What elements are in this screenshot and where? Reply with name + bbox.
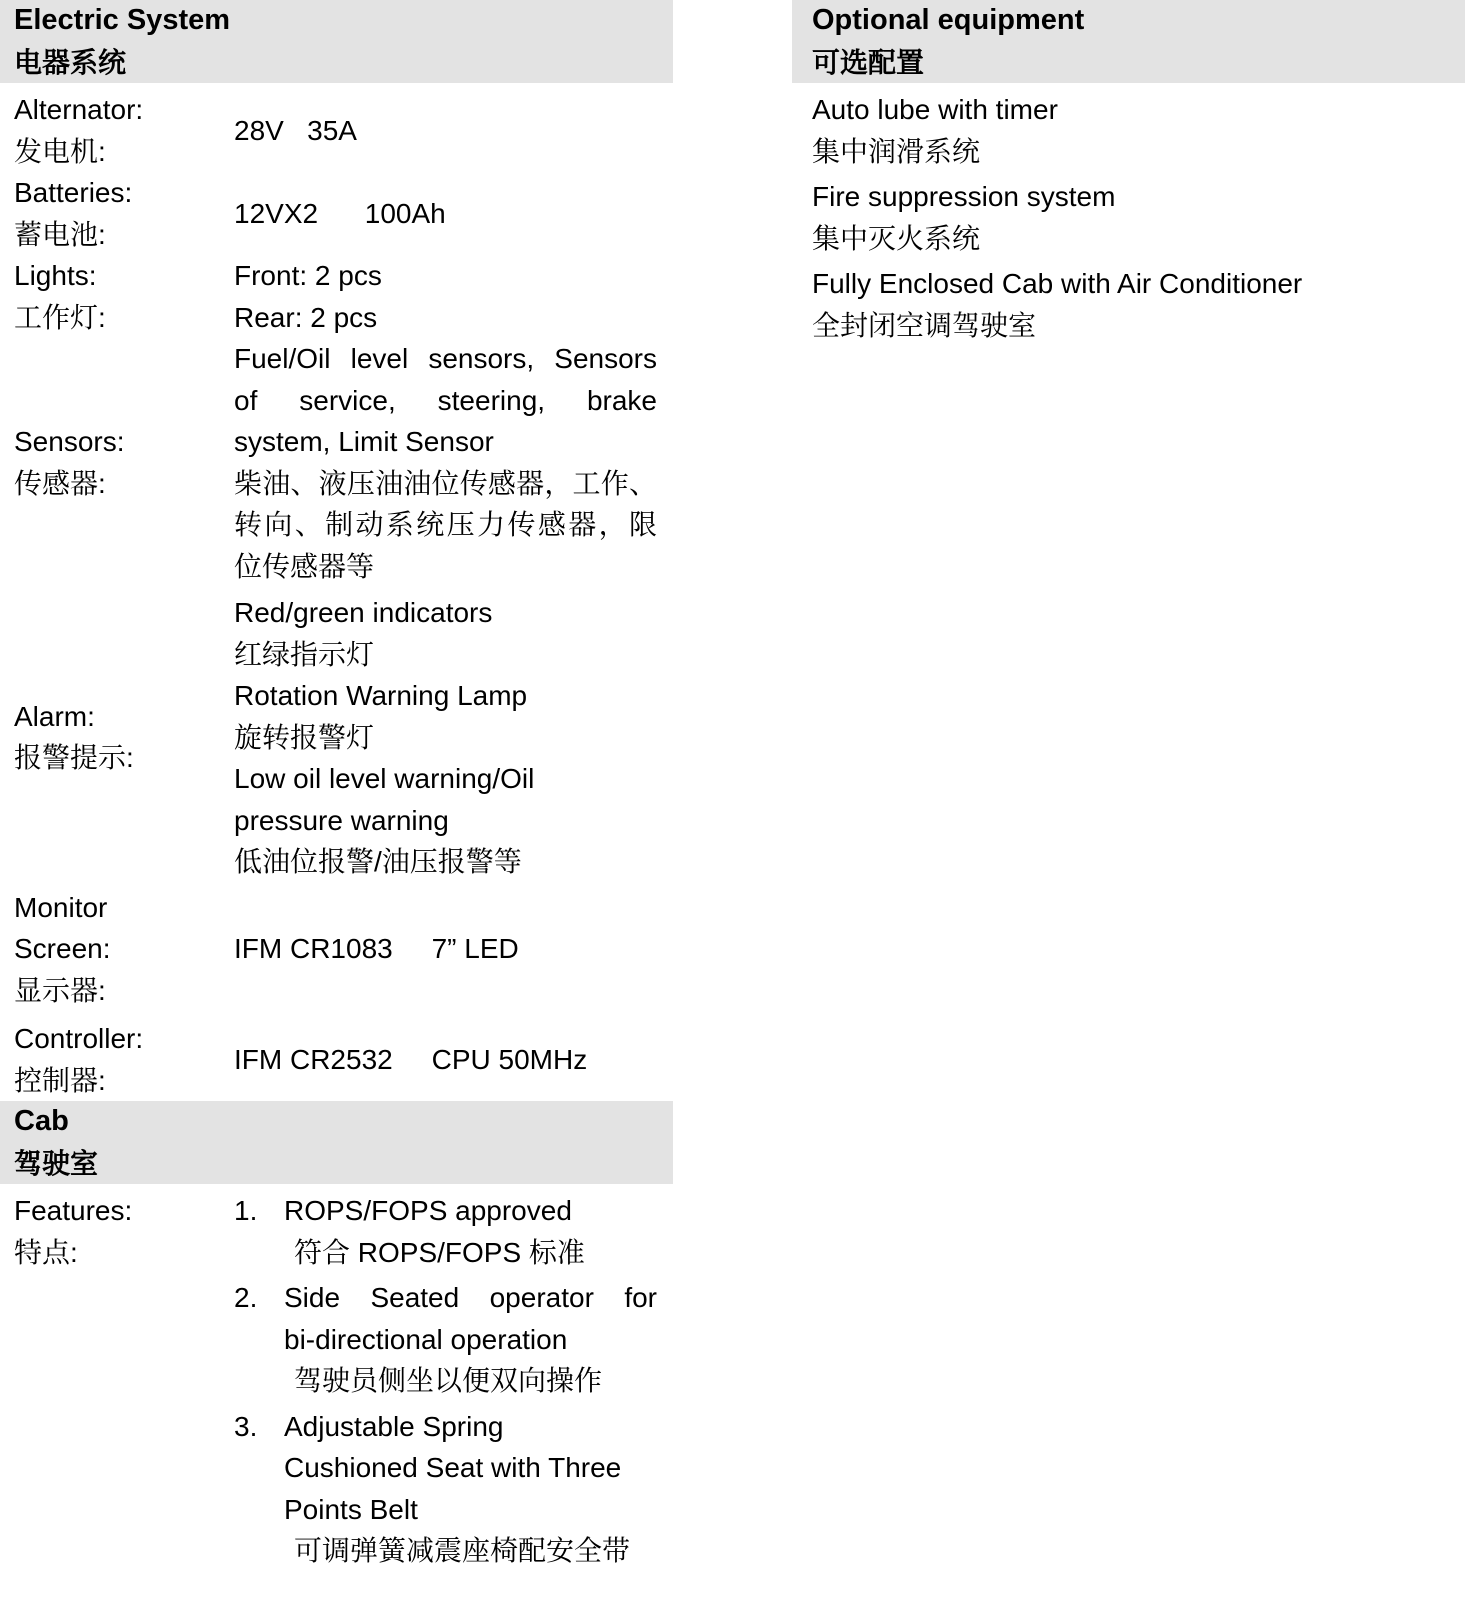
feature-line: Cushioned Seat with Three [284,1452,622,1483]
row-value [234,928,673,970]
feature-line: ROPS/FOPS approved [284,1195,572,1226]
electric-system-rows [0,83,673,1101]
row-label [0,1018,234,1101]
label-en: Batteries: [14,177,133,208]
label-en: Features: [14,1195,133,1226]
label-en: Lights: [14,260,97,291]
row-label [0,89,234,172]
row-label [0,887,234,1012]
spec-row-alternator [0,89,673,172]
feature-lines [284,1190,657,1273]
optional-item [792,263,1465,346]
optional-item-zh: 全封闭空调驾驶室 [812,309,1037,341]
value-line: IFM CR2532 CPU 50MHz [234,1043,588,1075]
feature-number: 3. [234,1410,258,1442]
label-zh: 显示器: [14,974,106,1006]
feature-item [234,1190,657,1273]
label-zh: 传感器: [14,467,106,499]
label-zh: 工作灯: [14,301,106,333]
label-en: Alternator: [14,94,144,125]
cab-header [0,1101,673,1184]
feature-line: bi-directional operation [284,1323,568,1355]
row-value [234,1039,673,1081]
section-title-en: Optional equipment [812,4,1085,36]
value-line: system, Limit Sensor [234,426,494,457]
spec-row-sensors [0,338,673,587]
label-en: Sensors: [14,426,125,457]
label-en: Controller: [14,1023,144,1054]
label-zh: 特点: [14,1236,78,1268]
value-line: IFM CR1083 7” LED [234,933,519,964]
section-title-en: Cab [14,1105,69,1137]
spec-row-monitor-screen [0,887,673,1012]
spec-row-lights [0,255,673,338]
row-label [0,421,234,504]
value-line: pressure warning [234,804,449,836]
label-en: Screen: [14,933,111,964]
section-title-en: Electric System [14,4,231,36]
value-line: 柴油、液压油油位传感器，工作、 [234,467,657,499]
feature-lines [284,1406,657,1572]
row-label [0,255,234,338]
value-line: Front: 2 pcs [234,260,382,291]
label-zh: 发电机: [14,135,106,167]
feature-number: 2. [234,1282,258,1313]
label-zh: 报警提示: [14,742,134,774]
label-en: Monitor [14,891,108,923]
features-list [234,1190,673,1572]
feature-line-zh: 驾驶员侧坐以便双向操作 [294,1365,603,1396]
value-line: Rotation Warning Lamp [234,680,528,711]
optional-item [792,89,1465,172]
row-value [234,193,673,235]
feature-line-zh: 可调弹簧减震座椅配安全带 [294,1535,631,1566]
value-line: 位传感器等 [234,550,375,582]
section-title-zh: 可选配置 [812,46,925,78]
row-value [234,592,673,883]
section-title-zh: 电器系统 [14,46,127,78]
spec-row-batteries [0,172,673,255]
value-line: Fuel/Oil level sensors, Sensors [234,343,657,374]
value-line: Low oil level warning/Oil [234,763,535,794]
value-line: 红绿指示灯 [234,638,375,670]
row-label [0,696,234,779]
value-line: 12VX2 100Ah [234,197,446,229]
feature-line-zh: 符合 ROPS/FOPS 标准 [294,1236,585,1268]
electric-system-header [0,0,673,83]
left-column [0,0,673,1572]
right-column [792,0,1465,1572]
feature-item [234,1277,657,1402]
optional-item-en: Fully Enclosed Cab with Air Conditioner [812,268,1303,299]
row-value [234,338,673,587]
label-zh: 控制器: [14,1064,106,1096]
value-line: 28V 35A [234,114,357,146]
row-value [234,255,673,338]
row-label [0,172,234,255]
value-line: 低油位报警/油压报警等 [234,846,522,877]
optional-item-zh: 集中灭火系统 [812,222,981,254]
value-line: 旋转报警灯 [234,721,375,753]
optional-item-en: Auto lube with timer [812,94,1058,125]
row-label [0,1190,234,1273]
row-value [234,110,673,152]
value-line: Rear: 2 pcs [234,301,378,333]
optional-equipment-header [792,0,1465,83]
optional-item-en: Fire suppression system [812,181,1116,212]
feature-lines [284,1277,657,1402]
spec-row-alarm [0,592,673,883]
value-line: of service, steering, brake [234,384,657,416]
label-zh: 蓄电池: [14,218,106,250]
feature-line: Side Seated operator for [284,1282,657,1313]
optional-equipment-list [792,83,1465,346]
feature-line: Points Belt [284,1493,418,1525]
optional-item-zh: 集中润滑系统 [812,135,981,167]
spec-row-controller [0,1018,673,1101]
value-line: Red/green indicators [234,597,493,628]
value-line: 转向、制动系统压力传感器，限 [234,509,657,540]
optional-item [792,176,1465,259]
spec-row-features [0,1184,673,1572]
feature-item [234,1406,657,1572]
label-en: Alarm: [14,700,95,732]
feature-line: Adjustable Spring [284,1410,504,1442]
section-title-zh: 驾驶室 [14,1147,99,1179]
feature-number: 1. [234,1195,258,1226]
